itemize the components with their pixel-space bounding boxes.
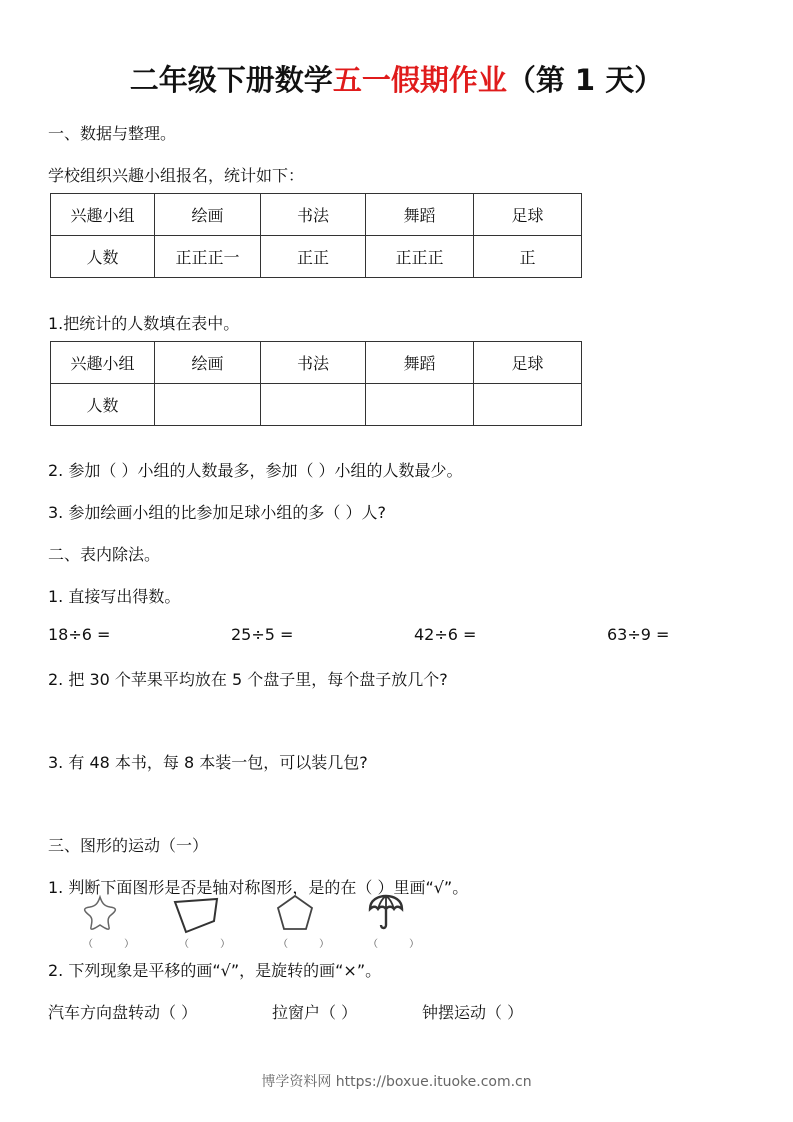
section2-q1: 1. 直接写出得数。 xyxy=(48,587,181,606)
tally-cell: 正正正一 xyxy=(155,236,261,278)
umbrella-icon xyxy=(366,893,406,933)
tally-cell: 正正正 xyxy=(366,236,474,278)
footer-watermark: 博学资料网 https://boxue.ituoke.com.cn xyxy=(261,1074,532,1090)
motion-item: 汽车方向盘转动（ ） xyxy=(48,1003,198,1022)
tally-cell: 正正 xyxy=(261,236,366,278)
equation: 42÷6 = xyxy=(414,625,477,644)
title-highlight: 五一假期作业 xyxy=(332,63,507,97)
page-title xyxy=(0,58,793,99)
section2-q2: 2. 把 30 个苹果平均放在 5 个盘子里，每个盘子放几个? xyxy=(48,670,448,689)
equation: 25÷5 = xyxy=(231,625,294,644)
section3-heading: 三、图形的运动（一） xyxy=(48,836,209,855)
shape-answer-paren[interactable]: （ ） xyxy=(278,939,344,950)
header-cell: 绘画 xyxy=(155,342,261,384)
pentagon-icon xyxy=(275,894,315,932)
table-row xyxy=(51,236,582,278)
header-cell: 书法 xyxy=(261,194,366,236)
section1-heading: 一、数据与整理。 xyxy=(48,124,177,143)
table-header-row xyxy=(51,194,582,236)
table-header-row xyxy=(51,342,582,384)
equation: 63÷9 = xyxy=(607,625,670,644)
shape-answer-paren[interactable]: （ ） xyxy=(83,939,149,950)
header-cell: 兴趣小组 xyxy=(51,342,155,384)
star-icon xyxy=(80,895,120,931)
section2-heading: 二、表内除法。 xyxy=(48,545,161,564)
section1-intro: 学校组织兴趣小组报名，统计如下： xyxy=(48,166,305,185)
table-row xyxy=(51,384,582,426)
section2-q3: 3. 有 48 本书，每 8 本装一包，可以装几包? xyxy=(48,753,368,772)
quadrilateral-icon xyxy=(172,896,220,936)
tally-table xyxy=(50,193,582,278)
header-cell: 兴趣小组 xyxy=(51,194,155,236)
header-cell: 足球 xyxy=(474,342,582,384)
answer-cell[interactable] xyxy=(366,384,474,426)
header-cell: 书法 xyxy=(261,342,366,384)
section1-q1: 1.把统计的人数填在表中。 xyxy=(48,314,240,333)
title-suffix: （第 1 天） xyxy=(506,63,664,97)
equation: 18÷6 = xyxy=(48,625,111,644)
shape-answer-paren[interactable]: （ ） xyxy=(368,939,434,950)
header-cell: 足球 xyxy=(474,194,582,236)
answer-cell[interactable] xyxy=(474,384,582,426)
answer-cell[interactable] xyxy=(261,384,366,426)
header-cell: 绘画 xyxy=(155,194,261,236)
section1-q3: 3. 参加绘画小组的比参加足球小组的多（ ）人? xyxy=(48,503,386,522)
tally-cell: 正 xyxy=(474,236,582,278)
fill-table xyxy=(50,341,582,426)
motion-item: 钟摆运动（ ） xyxy=(422,1003,524,1022)
section3-q1: 1. 判断下面图形是否是轴对称图形，是的在（ ）里画“√”。 xyxy=(48,878,469,897)
header-cell: 舞蹈 xyxy=(366,194,474,236)
answer-cell[interactable] xyxy=(155,384,261,426)
motion-item: 拉窗户（ ） xyxy=(272,1003,358,1022)
title-prefix: 二年级下册数学 xyxy=(129,63,333,97)
shape-answer-paren[interactable]: （ ） xyxy=(179,939,245,950)
row-label: 人数 xyxy=(51,236,155,278)
header-cell: 舞蹈 xyxy=(366,342,474,384)
section3-q2: 2. 下列现象是平移的画“√”，是旋转的画“×”。 xyxy=(48,961,382,980)
row-label: 人数 xyxy=(51,384,155,426)
section1-q2: 2. 参加（ ）小组的人数最多，参加（ ）小组的人数最少。 xyxy=(48,461,463,480)
